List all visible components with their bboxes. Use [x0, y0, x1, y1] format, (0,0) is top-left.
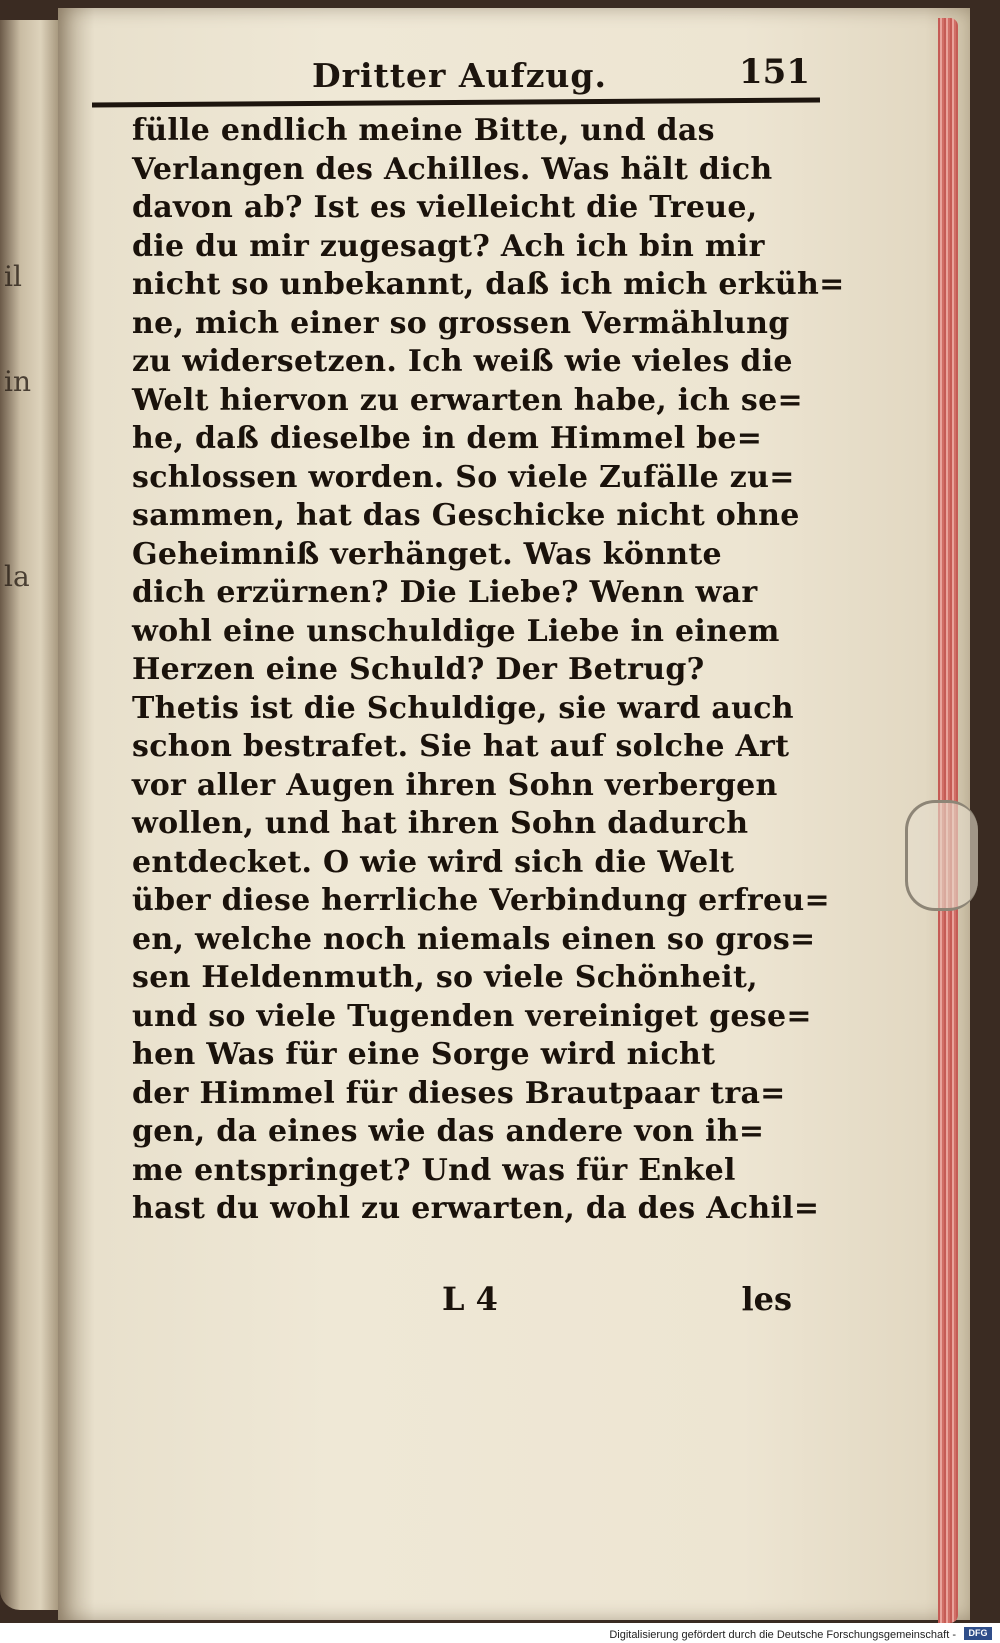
text-line: Geheimniß verhänget. Was könnte	[132, 536, 722, 572]
text-line: dich erzürnen? Die Liebe? Wenn war	[132, 575, 758, 610]
text-line: Thetis ist die Schuldige, sie ward auch	[132, 690, 794, 726]
text-line: he, daß dieselbe in dem Himmel be=	[132, 421, 763, 456]
text-line: Welt hiervon zu erwarten habe, ich se=	[132, 382, 803, 418]
book-clasp	[905, 800, 978, 911]
text-line: gen, da eines wie das andere von ih=	[132, 1114, 765, 1149]
digitization-banner	[0, 1623, 1000, 1643]
text-line: nicht so unbekannt, daß ich mich erküh=	[132, 267, 845, 302]
banner-text: Digitalisierung gefördert durch die Deutsche Forschungsgemeinschaft -	[609, 1629, 956, 1641]
text-line: zu widersetzen. Ich weiß wie vieles die	[132, 344, 793, 379]
text-line: fülle endlich meine Bitte, und das	[132, 113, 715, 148]
text-line: me entspringet? Und was für Enkel	[132, 1152, 736, 1188]
text-line: en, welche noch niemals einen so gros=	[132, 921, 816, 957]
text-line: wollen, und hat ihren Sohn dadurch	[132, 806, 749, 841]
text-line: die du mir zugesagt? Ach ich bin mir	[132, 228, 765, 264]
facing-page-fragment: il	[4, 260, 22, 293]
signature-mark: L 4	[442, 1280, 498, 1318]
text-line: und so viele Tugenden vereiniget gese=	[132, 998, 812, 1034]
text-line: der Himmel für dieses Brautpaar tra=	[132, 1075, 786, 1111]
text-line: sammen, hat das Geschicke nicht ohne	[132, 498, 800, 533]
page-footer	[132, 1280, 812, 1322]
text-line: schlossen worden. So viele Zufälle zu=	[132, 459, 795, 495]
text-line: entdecket. O wie wird sich die Welt	[132, 844, 735, 880]
facing-page-fragment: la	[4, 560, 30, 593]
text-line: schon bestrafet. Sie hat auf solche Art	[132, 729, 790, 764]
catchword: les	[741, 1280, 792, 1318]
page-header	[300, 50, 820, 102]
text-line: ne, mich einer so grossen Vermählung	[132, 305, 790, 341]
page-number: 151	[739, 52, 810, 92]
text-line: vor aller Augen ihren Sohn verbergen	[132, 767, 778, 803]
text-line: Verlangen des Achilles. Was hält dich	[132, 151, 773, 187]
text-line: hen Was für eine Sorge wird nicht	[132, 1037, 716, 1072]
facing-page-fragment: in	[4, 365, 31, 398]
facing-page-edge	[0, 20, 58, 1610]
text-line: hast du wohl zu erwarten, da des Achil=	[132, 1191, 820, 1226]
text-line: wohl eine unschuldige Liebe in einem	[132, 613, 780, 649]
running-head: Dritter Aufzug.	[312, 56, 607, 95]
text-line: sen Heldenmuth, so viele Schönheit,	[132, 960, 758, 995]
text-line: Herzen eine Schuld? Der Betrug?	[132, 652, 705, 687]
body-text	[132, 112, 845, 1229]
dfg-logo-icon: DFG	[964, 1627, 992, 1640]
text-line: davon ab? Ist es vielleicht die Treue,	[132, 190, 758, 225]
text-line: über diese herrliche Verbindung erfreu=	[132, 883, 830, 918]
